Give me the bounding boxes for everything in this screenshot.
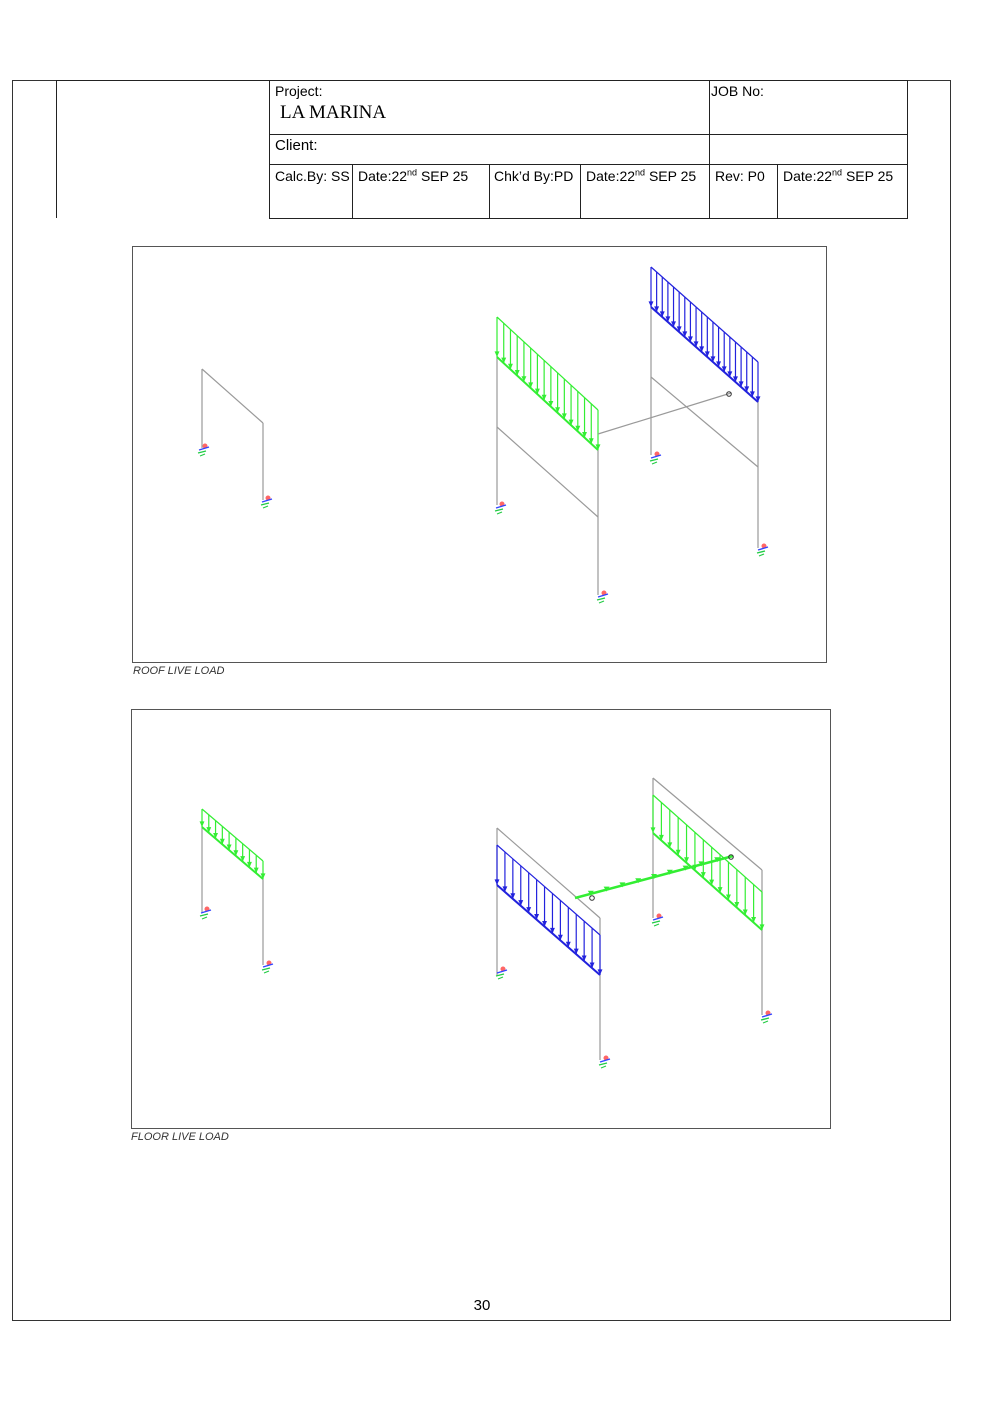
support-icon [202, 917, 207, 919]
support-icon [597, 598, 605, 600]
load-arrow-head [495, 879, 500, 885]
support-icon [198, 451, 206, 453]
support-icon [650, 459, 658, 461]
support-icon [599, 1063, 607, 1065]
page-number: 30 [473, 1297, 491, 1314]
job-number-label: JOB No: [711, 83, 764, 99]
support-icon [761, 1018, 769, 1020]
support-icon [495, 509, 503, 511]
support-icon [759, 554, 764, 556]
calc-by: Calc.By: SS [275, 168, 350, 184]
frame-member [202, 369, 263, 423]
load-top-line [651, 267, 758, 362]
support-icon [763, 1021, 768, 1023]
revision: Rev: P0 [715, 168, 765, 184]
support-icon [601, 1066, 606, 1068]
support-icon [599, 601, 604, 603]
support-icon [757, 551, 765, 553]
calc-date: Date:22nd SEP 25 [358, 167, 469, 184]
loaded-beam [651, 307, 758, 402]
roof-live-load-caption: ROOF LIVE LOAD [133, 665, 225, 677]
load-arrow-head [200, 821, 205, 827]
checked-date: Date:22nd SEP 25 [586, 167, 697, 184]
frame-member [651, 377, 758, 467]
node-point-icon [590, 896, 595, 901]
floor-live-load-caption: FLOOR LIVE LOAD [131, 1131, 229, 1143]
support-icon [654, 924, 659, 926]
load-top-line [497, 317, 598, 410]
frame-member [497, 427, 598, 517]
support-icon [262, 968, 270, 970]
project-name: LA MARINA [280, 102, 387, 123]
support-icon [652, 462, 657, 464]
support-icon [200, 454, 205, 456]
support-icon [498, 977, 503, 979]
support-icon [263, 506, 268, 508]
load-arrow-head [651, 827, 656, 833]
support-icon [200, 914, 208, 916]
load-arrow-head [495, 351, 500, 357]
support-icon [652, 921, 660, 923]
support-icon [497, 512, 502, 514]
revision-date: Date:22nd SEP 25 [783, 167, 894, 184]
project-label: Project: [275, 83, 323, 99]
support-icon [264, 971, 269, 973]
loaded-beam [497, 357, 598, 450]
load-arrow-head [649, 301, 654, 307]
support-icon [261, 503, 269, 505]
client-label: Client: [275, 137, 318, 154]
checked-by: Chk’d By:PD [494, 168, 574, 184]
